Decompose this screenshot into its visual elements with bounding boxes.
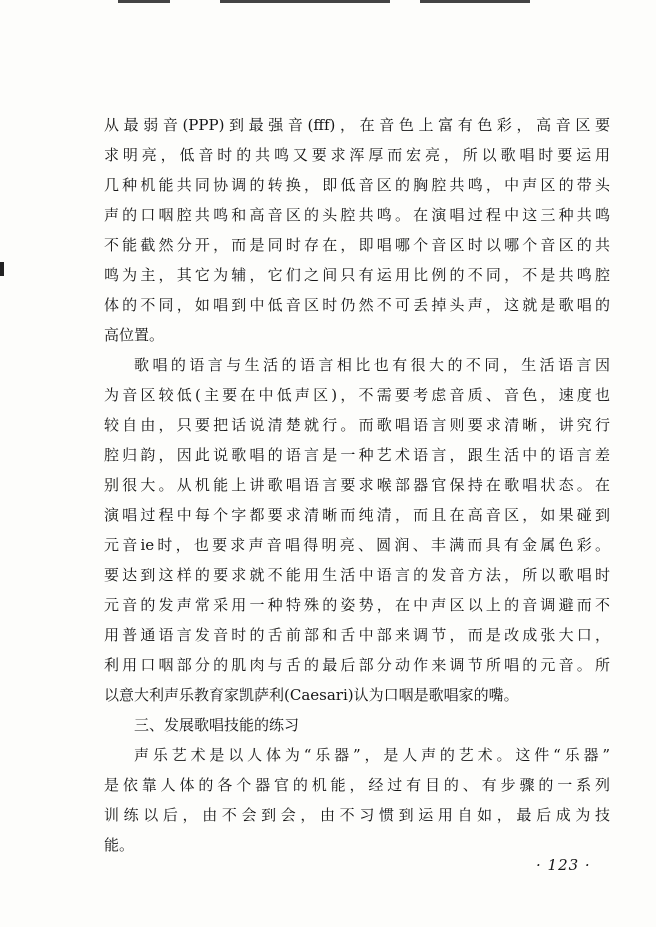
text-line: 以意大利声乐教育家凯萨利(Caesari)认为口咽是歌唱家的嘴。 (104, 686, 519, 704)
text-line: 元音的发声常采用一种特殊的姿势，在中声区以上的音调避而不 (104, 596, 610, 614)
text-line: 高位置。 (104, 326, 165, 344)
text-line: 声的口咽腔共鸣和高音区的头腔共鸣。在演唱过程中这三种共鸣 (104, 206, 610, 224)
text-line: 不能截然分开，而是同时存在，即唱哪个音区时以哪个音区的共 (104, 236, 610, 254)
text-line: 别很大。从机能上讲歌唱语言要求喉部器官保持在歌唱状态。在 (104, 476, 610, 494)
text-line: 歌唱的语言与生活的语言相比也有很大的不同，生活语言因 (134, 356, 610, 374)
top-edge-rule (420, 0, 530, 3)
top-edge-rule (220, 0, 390, 3)
text-line: 用普通语言发音时的舌前部和舌中部来调节，而是改成张大口， (104, 626, 610, 644)
text-line: 体的不同，如唱到中低音区时仍然不可丢掉头声，这就是歌唱的 (104, 296, 610, 314)
text-line: 求明亮，低音时的共鸣又要求浑厚而宏亮，所以歌唱时要运用 (104, 146, 610, 164)
text-line: 从最弱音(PPP)到最强音(fff)，在音色上富有色彩，高音区要 (104, 116, 610, 134)
text-line: 腔归韵，因此说歌唱的语言是一种艺术语言，跟生活中的语言差 (104, 446, 610, 464)
text-line: 较自由，只要把话说清楚就行。而歌唱语言则要求清晰，讲究行 (104, 416, 610, 434)
body-text (104, 110, 610, 860)
text-line: 训练以后，由不会到会，由不习惯到运用自如，最后成为技 (104, 806, 610, 824)
text-line: 利用口咽部分的肌肉与舌的最后部分动作来调节所唱的元音。所 (104, 656, 610, 674)
text-line: 要达到这样的要求就不能用生活中语言的发音方法，所以歌唱时 (104, 566, 610, 584)
text-line: 几种机能共同协调的转换，即低音区的胸腔共鸣，中声区的带头 (104, 176, 610, 194)
text-line: 鸣为主，其它为辅，它们之间只有运用比例的不同，不是共鸣腔 (104, 266, 610, 284)
text-line: 声乐艺术是以人体为“乐器”，是人声的艺术。这件“乐器” (134, 746, 610, 764)
page-number: · 123 · (536, 856, 591, 874)
text-line: 元音ie时，也要求声音唱得明亮、圆润、丰满而具有金属色彩。 (104, 536, 610, 554)
text-line: 是依靠人体的各个器官的机能，经过有目的、有步骤的一系列 (104, 776, 610, 794)
binding-edge-mark (0, 262, 4, 276)
text-line: 演唱过程中每个字都要求清晰而纯清，而且在高音区，如果碰到 (104, 506, 610, 524)
section-heading: 三、发展歌唱技能的练习 (134, 716, 300, 734)
text-line: 能。 (104, 836, 135, 854)
text-line: 为音区较低(主要在中低声区)，不需要考虑音质、音色，速度也 (104, 386, 610, 404)
top-edge-rule (118, 0, 170, 3)
